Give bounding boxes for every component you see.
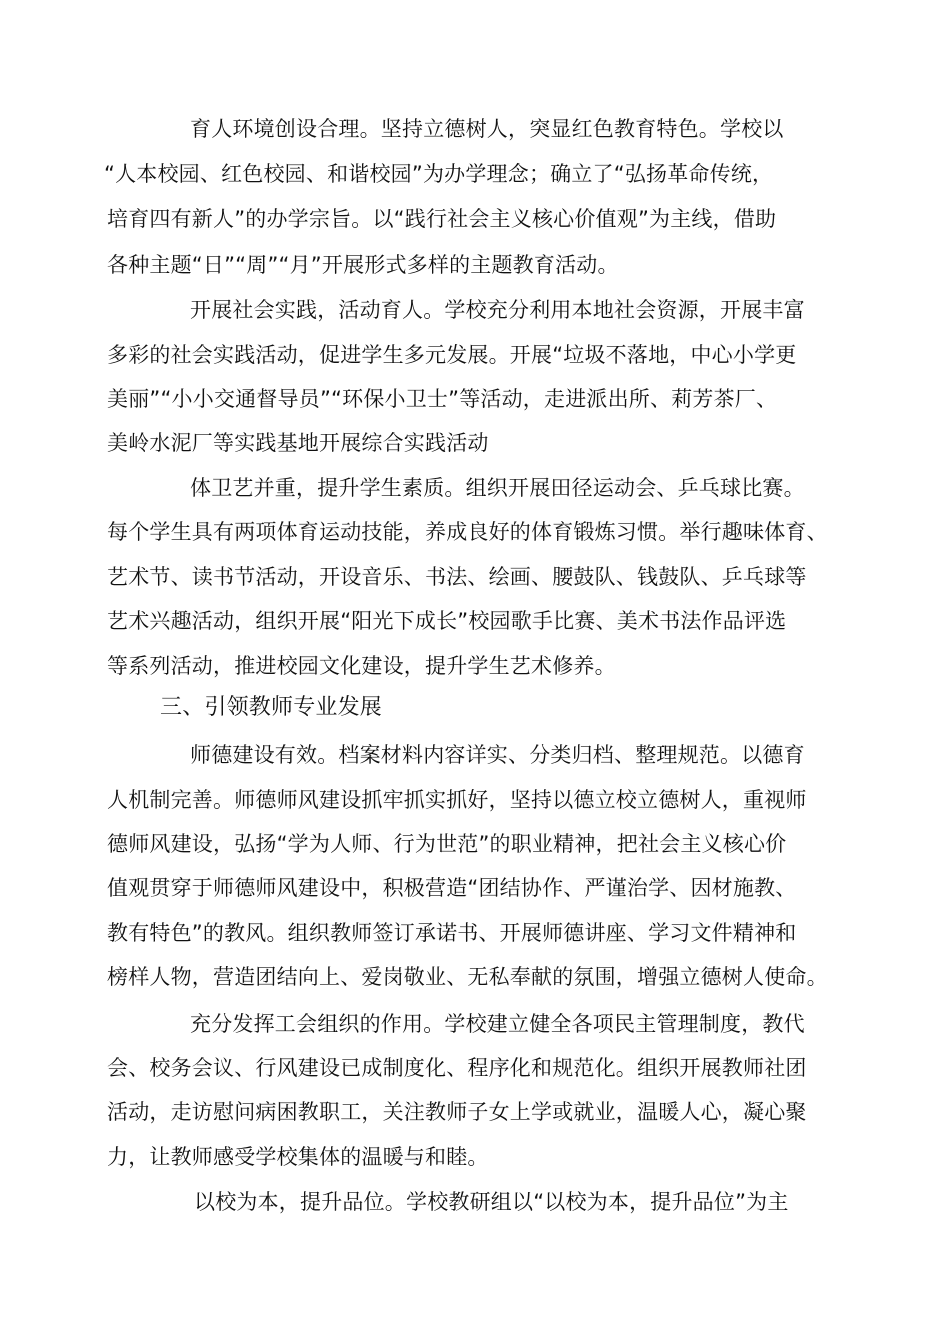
paragraph-line: 体卫艺并重，提升学生素质。组织开展田径运动会、乒乓球比赛。 [190,476,805,500]
paragraph-line: 育人环境创设合理。坚持立德树人，突显红色教育特色。学校以 [190,117,784,141]
paragraph-line: 各种主题“日”“周”“月”开展形式多样的主题教育活动。 [107,253,619,277]
paragraph-line: 开展社会实践，活动育人。学校充分利用本地社会资源，开展丰富 [190,298,805,322]
paragraph-line: 值观贯穿于师德师风建设中，积极营造“团结协作、严谨治学、因材施教、 [107,876,797,900]
paragraph-line: “人本校园、红色校园、和谐校园”为办学理念；确立了“弘扬革命传统， [104,162,774,186]
paragraph-line: 人机制完善。师德师风建设抓牢抓实抓好，坚持以德立校立德树人，重视师 [107,788,807,812]
paragraph-line: 艺术节、读书节活动，开设音乐、书法、绘画、腰鼓队、钱鼓队、乒乓球等 [107,565,807,589]
paragraph-line: 教有特色”的教风。组织教师签订承诺书、开展师德讲座、学习文件精神和 [107,921,797,945]
paragraph-line: 美丽”“小小交通督导员”“环保小卫士”等活动，走进派出所、莉芳茶厂、 [107,387,778,411]
section-heading: 三、引领教师专业发展 [160,695,383,720]
paragraph-line: 榜样人物，营造团结向上、爱岗敬业、无私奉献的氛围，增强立德树人使命。 [107,965,828,989]
paragraph-line: 力，让教师感受学校集体的温暖与和睦。 [107,1145,489,1169]
paragraph-line: 活动，走访慰问病困教职工，关注教师子女上学或就业，温暖人心，凝心聚 [107,1100,807,1124]
paragraph-line: 以校为本，提升品位。学校教研组以“以校为本，提升品位”为主 [194,1190,789,1214]
paragraph-line: 美岭水泥厂等实践基地开展综合实践活动 [107,431,489,455]
paragraph-line: 会、校务会议、行风建设已成制度化、程序化和规范化。组织开展教师社团 [107,1056,807,1080]
paragraph-line: 师德建设有效。档案材料内容详实、分类归档、整理规范。以德育 [190,743,805,767]
paragraph-line: 培育四有新人”的办学宗旨。以“践行社会主义核心价值观”为主线，借助 [107,207,777,231]
paragraph-line: 多彩的社会实践活动，促进学生多元发展。开展“垃圾不落地，中心小学更 [107,343,797,367]
paragraph-line: 德师风建设，弘扬“学为人师、行为世范”的职业精神，把社会主义核心价 [107,832,787,856]
paragraph-line: 充分发挥工会组织的作用。学校建立健全各项民主管理制度，教代 [190,1012,805,1036]
paragraph-line: 艺术兴趣活动，组织开展“阳光下成长”校园歌手比赛、美术书法作品评选 [107,609,787,633]
paragraph-line: 每个学生具有两项体育运动技能，养成良好的体育锻炼习惯。举行趣味体育、 [107,520,828,544]
paragraph-line: 等系列活动，推进校园文化建设，提升学生艺术修养。 [107,654,616,678]
